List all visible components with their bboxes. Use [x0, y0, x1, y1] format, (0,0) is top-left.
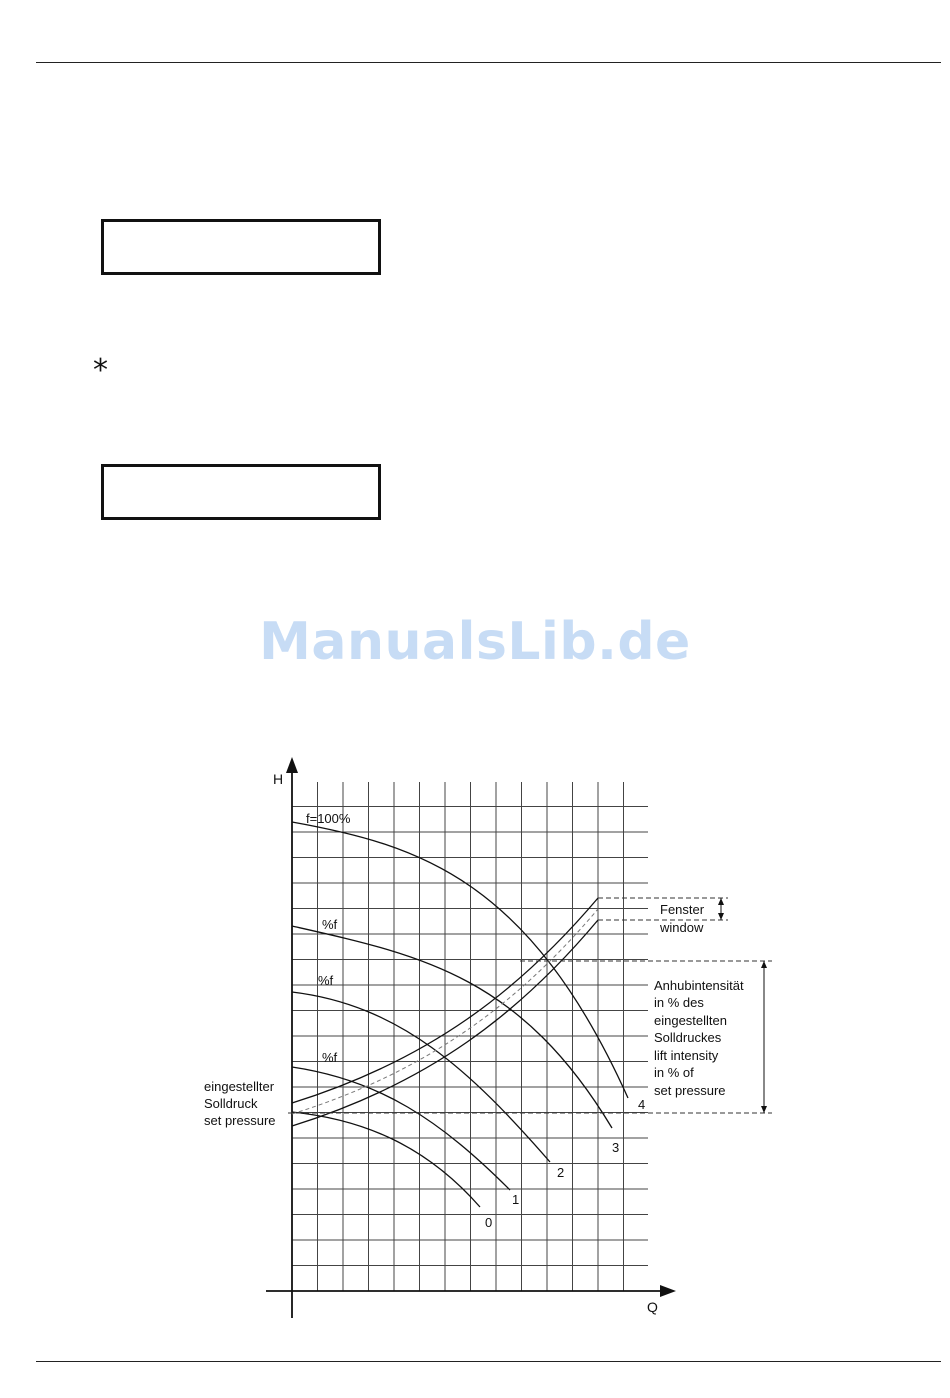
- grid: [292, 782, 648, 1291]
- curve-number-1: 1: [512, 1192, 520, 1207]
- curve-number-4: 4: [638, 1097, 646, 1112]
- lift-label-line: set pressure: [654, 1083, 726, 1098]
- x-axis-label: Q: [647, 1299, 658, 1315]
- curve-number-0: 0: [485, 1215, 493, 1230]
- pump-curves: [292, 822, 628, 1207]
- curve-label-pct-2: %f: [318, 973, 334, 988]
- lift-label-line: Anhubintensität: [654, 978, 744, 993]
- curve-label-pct-1: %f: [322, 1050, 338, 1065]
- lift-label-line: Solldruckes: [654, 1030, 722, 1045]
- curve-number-3: 3: [612, 1140, 620, 1155]
- lift-label-line: in % des: [654, 995, 704, 1010]
- lift-label-line: eingestellten: [654, 1013, 727, 1028]
- dimension-markers: [721, 898, 764, 1113]
- set-pressure-label-line: set pressure: [204, 1113, 276, 1128]
- window-label-line: window: [660, 920, 704, 935]
- lift-label-line: in % of: [654, 1065, 694, 1080]
- curve-label-100: f=100%: [306, 811, 351, 826]
- axes: [266, 770, 666, 1318]
- footer-rule: [36, 1361, 941, 1362]
- set-pressure-label-line: eingestellter: [204, 1079, 275, 1094]
- window-label-line: Fenster: [660, 902, 705, 917]
- pump-curve-2: [292, 992, 550, 1162]
- pump-curve-0: [292, 1112, 480, 1207]
- curve-number-2: 2: [557, 1165, 565, 1180]
- watermark: ManualsLib.de: [259, 612, 691, 672]
- lift-label-line: lift intensity: [654, 1048, 719, 1063]
- asterisk-symbol: *: [93, 353, 108, 388]
- x-axis-arrow: [660, 1285, 676, 1297]
- y-axis-label: H: [273, 771, 284, 787]
- set-pressure-label-line: Solldruck: [204, 1096, 258, 1111]
- y-axis-arrow: [286, 757, 298, 773]
- curve-label-pct-3: %f: [322, 917, 338, 932]
